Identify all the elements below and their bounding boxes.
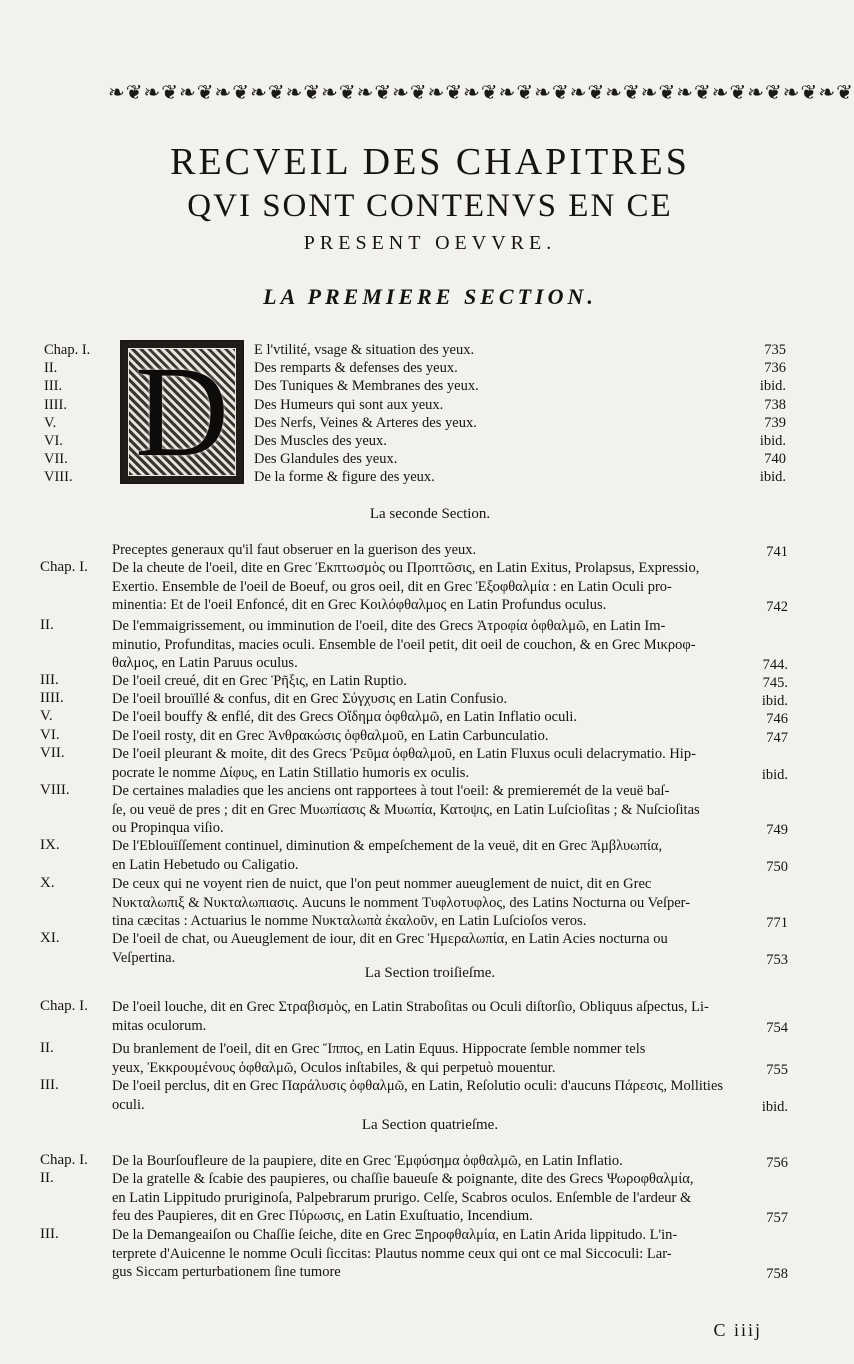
chapter-title: De la forme & figure des yeux. bbox=[254, 469, 435, 486]
entry-line: De l'Eblouïſſement continuel, diminution & empeſchement de la veuë, dit en Grec Ἀμβλυωπία, bbox=[112, 838, 663, 854]
entry-line: De la cheute de l'oeil, dite en Grec Ἐκπτωσμὸς ou Προπτῶσις, en Latin Exitus, Prolapsus, Expressio, bbox=[112, 560, 700, 576]
entry-line: en Latin Lippitudo pruriginoſa, Palpebrarum prurigo. Celſe, Scabros oculos. Enſemble de l'ardeur & bbox=[112, 1189, 692, 1206]
chapter-entry bbox=[112, 559, 784, 615]
chapter-label: IX. bbox=[40, 837, 60, 853]
chapter-title: Des Nerfs, Veines & Arteres des yeux. bbox=[254, 414, 477, 431]
chapter-label: Chap. I. bbox=[40, 998, 88, 1014]
chapter-title: Des Muscles des yeux. bbox=[254, 433, 387, 449]
page-number: 740 bbox=[764, 451, 786, 468]
chapter-title: Des Humeurs qui sont aux yeux. bbox=[254, 396, 444, 413]
section3-heading: La Section troiſieſme. bbox=[364, 965, 496, 981]
chapter-entry bbox=[112, 1170, 784, 1226]
chapter-title: Des Tuniques & Membranes des yeux. bbox=[254, 378, 479, 395]
page-title-line1: RECVEIL DES CHAPITRES bbox=[170, 141, 690, 183]
chapter-entry bbox=[112, 837, 784, 874]
entry-line: De l'oeil perclus, dit en Grec Παράλυσις ὀφθαλμῶ, en Latin, Reſolutio oculi: d'aucuns Πάρεσις, Mollities bbox=[112, 1078, 724, 1094]
page-number: 739 bbox=[764, 414, 786, 431]
chapter-label: III. bbox=[44, 378, 63, 395]
page-number: 771 bbox=[766, 915, 788, 931]
entry-line: De la Demangeaiſon ou Chaſſie ſeiche, dite en Grec Ξηροφθαλμία, en Latin Arida lippitudo. L'in- bbox=[112, 1227, 678, 1243]
chapter-entry bbox=[112, 1226, 784, 1282]
chapter-label: III. bbox=[40, 1226, 59, 1242]
page-number: 754 bbox=[766, 1019, 788, 1036]
entry-line: yeux, Ἐκκρουμένους ὀφθαλμῶ, Oculos inſtabiles, & qui perpetuò mouentur. bbox=[112, 1059, 556, 1076]
page-number: 758 bbox=[766, 1266, 788, 1282]
page-number: ibid. bbox=[761, 693, 788, 709]
entry-line: De l'emmaigrissement, ou imminution de l'oeil, dite des Grecs Ἀτροφία ὀφθαλμῶ, en Latin Im- bbox=[112, 618, 666, 634]
page-number: ibid. bbox=[759, 378, 786, 395]
page-number: ibid. bbox=[761, 766, 788, 783]
page-number: 747 bbox=[766, 730, 788, 746]
page-title-line2: QVI SONT CONTENVS EN CE bbox=[187, 188, 673, 224]
entry-line: De certaines maladies que les anciens ont rapportees à tout l'oeil: & premieremét de la veuë baſ- bbox=[112, 783, 670, 799]
chapter-entry bbox=[112, 875, 784, 931]
chapter-entry bbox=[112, 617, 784, 673]
chapter-label: IIII. bbox=[44, 396, 67, 413]
entry-line: De ceux qui ne voyent rien de nuict, que l'on peut nommer aueuglement de nuict, dit en Grec bbox=[112, 876, 652, 892]
chapter-label: X. bbox=[40, 875, 55, 891]
page-number: 756 bbox=[766, 1155, 788, 1171]
page-number: ibid. bbox=[759, 469, 786, 486]
page-number: 742 bbox=[766, 599, 788, 615]
entry-line: mitas oculorum. bbox=[112, 1017, 207, 1034]
entry-line: Du branlement de l'oeil, dit en Grec Ἵππος, en Latin Equus. Hippocrate ſemble nommer tels bbox=[112, 1041, 646, 1057]
chapter-entry bbox=[112, 727, 784, 746]
chapter-entry bbox=[112, 541, 784, 560]
entry-line: tina cæcitas : Actuarius le nomme Νυκταλωπὰ ἐκαλοῦν, en Latin Luſcioſos veros. bbox=[112, 913, 587, 929]
entry-line: θαλμος, en Latin Paruus oculus. bbox=[112, 655, 298, 671]
page-number: 753 bbox=[766, 951, 788, 968]
chapter-label: IIII. bbox=[40, 690, 64, 706]
chapter-label: VI. bbox=[44, 433, 63, 449]
page-number: 744. bbox=[762, 657, 788, 673]
entry-line: feu des Paupieres, dit en Grec Πύρωσις, en Latin Exuſtuatio, Incendium. bbox=[112, 1208, 533, 1224]
chapter-title: E l'vtilité, vsage & situation des yeux. bbox=[254, 342, 475, 358]
chapter-entry bbox=[112, 998, 784, 1035]
section1-heading: LA PREMIERE SECTION. bbox=[263, 284, 597, 309]
chapter-entry bbox=[112, 690, 784, 709]
entry-line: Preceptes generaux qu'il faut obseruer en la guerison des yeux. bbox=[112, 542, 477, 558]
chapter-entry bbox=[112, 1077, 784, 1114]
chapter-label: VIII. bbox=[40, 782, 70, 798]
entry-line: pocrate le nomme Δίφυς, en Latin Stillatio humoris ex oculis. bbox=[112, 764, 470, 781]
chapter-label: III. bbox=[40, 1077, 59, 1093]
entry-line: De l'oeil louche, dit en Grec Στραβισμὸς, en Latin Straboſitas ou Oculi diſtorſio, Obliquus aſpectus, Li- bbox=[112, 999, 709, 1015]
chapter-entry bbox=[112, 1040, 784, 1077]
chapter-label: II. bbox=[40, 1040, 54, 1056]
chapter-label: II. bbox=[40, 617, 54, 633]
chapter-entry bbox=[112, 672, 784, 691]
chapter-label: Chap. I. bbox=[40, 559, 88, 575]
entry-line: Exertio. Ensemble de l'oeil de Boeuf, ou gros oeil, dit en Grec Ἐξοφθαλμία : en Latin Oculi pro- bbox=[112, 578, 672, 595]
chapter-label: II. bbox=[44, 360, 58, 377]
page-number: 736 bbox=[764, 360, 786, 377]
chapter-label: II. bbox=[40, 1170, 54, 1186]
page-number: ibid. bbox=[759, 433, 786, 449]
entry-line: terprete d'Auicenne le nomme Oculi ſiccitas: Plautus nomme ceux qui ont ce mal Siccoculi: Lar- bbox=[112, 1245, 672, 1262]
entry-line: De l'oeil bouffy & enflé, dit des Grecs Οἴδημα ὀφθαλμῶ, en Latin Inflatio oculi. bbox=[112, 709, 578, 725]
chapter-label: VIII. bbox=[44, 469, 73, 486]
page-number: 755 bbox=[766, 1061, 788, 1078]
entry-line: De l'oeil creué, dit en Grec Ῥῆξις, en Latin Ruptio. bbox=[112, 673, 407, 689]
page-number: 735 bbox=[764, 342, 786, 358]
entry-line: minutio, Profunditas, macies oculi. Ensemble de l'oeil petit, dit oeil de couchon, & en Grec Μικροφ- bbox=[112, 636, 696, 653]
chapter-label: XI. bbox=[40, 930, 60, 946]
page-number: 746 bbox=[766, 711, 788, 727]
entry-line: oculi. bbox=[112, 1096, 145, 1113]
entry-line: Veſpertina. bbox=[112, 949, 176, 966]
signature-mark: C iiij bbox=[713, 1320, 762, 1340]
ornamental-band: ❧❦❧❦❧❦❧❦❧❦❧❦❧❦❧❦❧❦❧❦❧❦❧❦❧❦❧❦❧❦❧❦❧❦❧❦❧❦❧❦❧❦ bbox=[108, 80, 854, 104]
entry-line: De l'oeil pleurant & moite, dit des Grecs Ῥεῦμα ὀφθαλμοῦ, en Latin Fluxus oculi delacrymatio. Hip- bbox=[112, 746, 696, 762]
page-number: 749 bbox=[766, 822, 788, 838]
chapter-label: Chap. I. bbox=[40, 1152, 88, 1168]
entry-line: gus Siccam perturbationem ſine tumore bbox=[112, 1264, 341, 1280]
dropcap-initial bbox=[120, 340, 244, 484]
chapter-label: V. bbox=[40, 708, 53, 724]
chapter-label: III. bbox=[40, 672, 59, 688]
chapter-label: VI. bbox=[40, 727, 60, 743]
entry-line: Νυκταλωπιξ & Νυκταλωπιασις. Aucuns le nomment Τυφλοτυφλος, des Latins Nocturna ou Veſper- bbox=[112, 894, 691, 911]
entry-line: en Latin Hebetudo ou Caligatio. bbox=[112, 856, 299, 873]
chapter-entry bbox=[112, 930, 784, 967]
chapter-title: Des Glandules des yeux. bbox=[254, 451, 398, 468]
section4-heading: La Section quatrieſme. bbox=[361, 1117, 499, 1133]
page-number: 757 bbox=[766, 1210, 788, 1226]
chapter-label: VII. bbox=[44, 451, 68, 468]
chapter-label: V. bbox=[44, 414, 57, 431]
entry-line: De l'oeil de chat, ou Aueuglement de iour, dit en Grec Ἡμεραλωπία, en Latin Acies nocturna ou bbox=[112, 931, 668, 947]
entry-line: De l'oeil rosty, dit en Grec Ἀνθρακώσις ὀφθαλμοῦ, en Latin Carbunculatio. bbox=[112, 728, 549, 744]
chapter-title: Des remparts & defenses des yeux. bbox=[254, 360, 458, 377]
page-number: 741 bbox=[766, 544, 788, 560]
dropcap-letter: D bbox=[135, 340, 229, 484]
page-title-line3: PRESENT OEVVRE. bbox=[303, 232, 557, 254]
chapter-label: Chap. I. bbox=[44, 342, 91, 358]
page-number: 745. bbox=[762, 675, 788, 691]
chapter-entry bbox=[112, 745, 784, 782]
page-number: ibid. bbox=[761, 1098, 788, 1115]
chapter-entry bbox=[112, 1152, 784, 1171]
entry-line: De la Bourſoufleure de la paupiere, dite en Grec Ἐμφύσημα ὀφθαλμῶ, en Latin Inflatio. bbox=[112, 1153, 623, 1169]
entry-line: De l'oeil brouïllé & confus, dit en Grec Σύγχυσις en Latin Confusio. bbox=[112, 691, 508, 707]
page-number: 738 bbox=[764, 396, 786, 413]
chapter-entry bbox=[112, 782, 784, 838]
entry-line: De la gratelle & ſcabie des paupieres, ou chaſſie baueuſe & poignante, dite des Grecs Ψωροφθαλμία, bbox=[112, 1171, 694, 1187]
section2-heading: La seconde Section. bbox=[369, 506, 491, 522]
entry-line: ſe, ou veuë de pres ; dit en Grec Μυωπίασις & Μυωπία, Κατοψις, en Latin Luſcioſitas ; & Nuſcioſitas bbox=[112, 801, 700, 818]
page-number: 750 bbox=[766, 858, 788, 875]
chapter-label: VII. bbox=[40, 745, 65, 761]
entry-line: ou Propinqua viſio. bbox=[112, 820, 224, 836]
entry-line: minentia: Et de l'oeil Enfoncé, dit en Grec Κοιλόφθαλμος en Latin Profundus oculus. bbox=[112, 597, 607, 613]
chapter-entry bbox=[112, 708, 784, 727]
